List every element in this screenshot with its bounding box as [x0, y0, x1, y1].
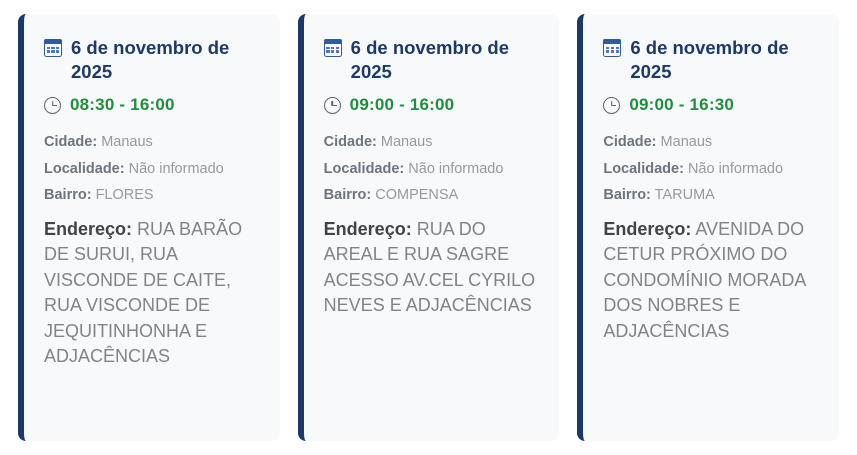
field-endereco-value: RUA DO AREAL E RUA SAGRE ACESSO AV.CEL CYRILO NEVES E ADJACÊNCIAS	[323, 218, 536, 316]
field-cidade-label: Cidade:	[44, 134, 98, 151]
field-bairro	[44, 184, 262, 206]
schedule-date: 6 de novembro de 2025	[71, 37, 230, 82]
field-endereco	[324, 217, 542, 319]
field-localidade-label: Localidade:	[44, 160, 125, 177]
field-cidade	[324, 131, 542, 153]
field-bairro-value: FLORES	[95, 187, 154, 204]
field-endereco-value: AVENIDA DO CETUR PRÓXIMO DO CONDOMÍNIO MORADA DOS NOBRES E ADJACÊNCIAS	[603, 218, 806, 341]
field-cidade-label: Cidade:	[603, 134, 657, 151]
schedule-time: 09:00 - 16:00	[349, 95, 455, 115]
field-endereco	[44, 217, 262, 370]
field-endereco	[603, 217, 821, 345]
field-endereco-value: RUA BARÃO DE SURUI, RUA VISCONDE DE CAITE, RUA VISCONDE DE JEQUITINHONHA E ADJACÊNCIAS	[44, 218, 243, 367]
field-localidade	[324, 158, 542, 180]
field-cidade-label: Cidade:	[323, 134, 377, 151]
schedule-time: 09:00 - 16:30	[629, 95, 735, 115]
calendar-icon	[44, 39, 62, 57]
time-row	[324, 95, 542, 115]
schedule-time: 08:30 - 16:00	[70, 95, 175, 115]
schedule-card	[18, 14, 280, 441]
date-row	[44, 36, 262, 83]
field-localidade-value: Não informado	[128, 160, 224, 177]
time-row	[44, 95, 262, 115]
calendar-icon	[603, 39, 621, 57]
field-bairro-label: Bairro:	[44, 187, 92, 204]
schedule-card	[298, 14, 560, 441]
field-localidade	[44, 158, 262, 180]
field-bairro	[603, 184, 821, 206]
field-bairro	[324, 184, 542, 206]
date-row	[603, 36, 821, 83]
field-localidade-label: Localidade:	[323, 160, 405, 177]
clock-icon	[44, 97, 61, 114]
field-cidade-value: Manaus	[380, 134, 433, 151]
date-row	[324, 36, 542, 83]
calendar-icon	[324, 39, 342, 57]
field-localidade-label: Localidade:	[603, 160, 684, 177]
field-localidade-value: Não informado	[687, 160, 784, 177]
field-endereco-label: Endereço:	[603, 218, 692, 239]
field-cidade-value: Manaus	[101, 134, 153, 151]
field-cidade	[44, 131, 262, 153]
field-cidade-value: Manaus	[660, 134, 713, 151]
schedule-card	[577, 14, 839, 441]
field-localidade-value: Não informado	[408, 160, 504, 177]
field-bairro-label: Bairro:	[603, 187, 651, 204]
field-bairro-label: Bairro:	[323, 187, 372, 204]
field-bairro-value: TARUMA	[654, 187, 715, 204]
field-cidade	[603, 131, 821, 153]
schedule-date: 6 de novembro de 2025	[630, 37, 789, 82]
clock-icon	[324, 97, 341, 114]
field-endereco-label: Endereço:	[44, 218, 133, 239]
field-bairro-value: COMPENSA	[375, 187, 459, 204]
field-endereco-label: Endereço:	[323, 218, 412, 239]
clock-icon	[603, 97, 620, 114]
time-row	[603, 95, 821, 115]
schedule-date: 6 de novembro de 2025	[350, 37, 509, 82]
field-localidade	[603, 158, 821, 180]
